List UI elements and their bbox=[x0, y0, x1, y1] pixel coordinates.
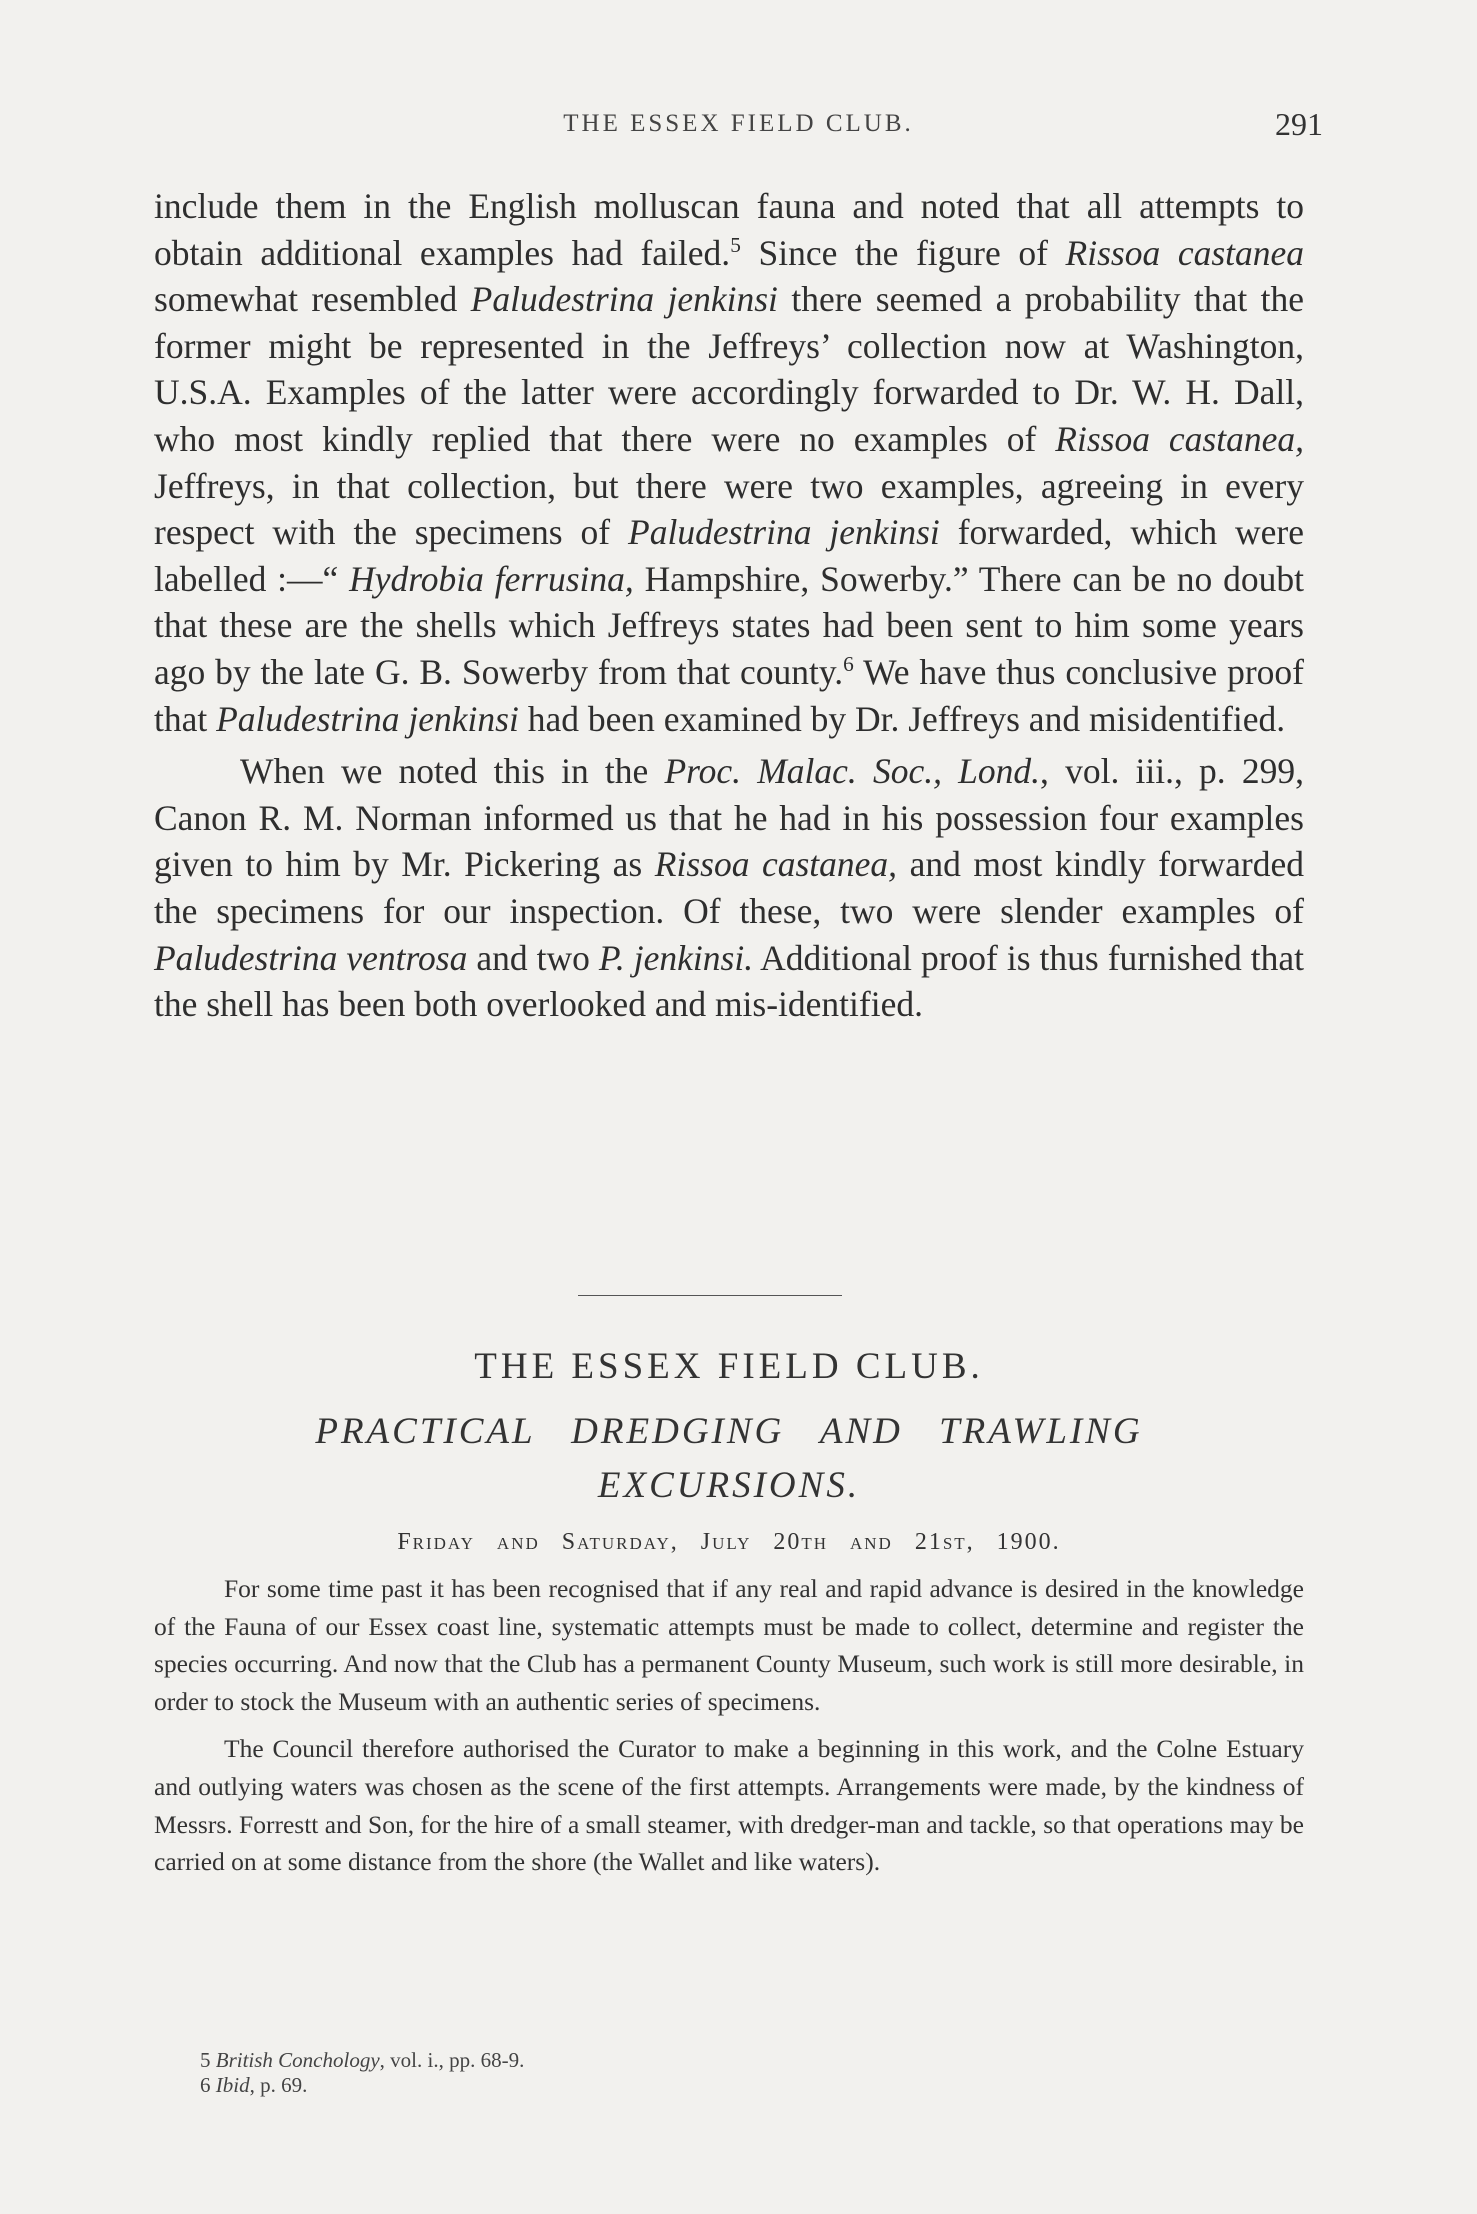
journal-title: Proc. Malac. Soc., Lond. bbox=[664, 751, 1041, 792]
species-name: Rissoa castanea, bbox=[1055, 418, 1304, 459]
text-run: When we noted this in the bbox=[240, 751, 665, 792]
text-run: Additional proof is thus furnished that the shell has been both overlooked and mis-identified. bbox=[154, 937, 1304, 1025]
book-title: British Conchology bbox=[215, 2048, 380, 2072]
section-title: THE ESSEX FIELD CLUB. bbox=[474, 1346, 984, 1387]
continued-paragraph bbox=[154, 183, 1304, 742]
section-divider bbox=[578, 1295, 842, 1296]
text-run: somewhat resembled bbox=[154, 279, 471, 320]
species-name: Paludestrina ventrosa bbox=[154, 937, 468, 978]
footnote-text: , vol. i., pp. 68-9. bbox=[379, 2048, 525, 2072]
subtitle-line: EXCURSIONS. bbox=[597, 1465, 861, 1506]
text-run: had been examined by Dr. Jeffreys and misidentified. bbox=[518, 698, 1286, 739]
excursion-paragraph: For some time past it has been recognised that if any real and rapid advance is desired in the knowledge of the Fauna of our Essex coast line, systematic attempts must be made to collect, determine and register the species occurring. And now that the Club has a permanent County Museum, such work is still more desirable, in order to stock the Museum with an authentic series of specimens. bbox=[154, 1574, 1304, 1716]
footnote-ref-6: 6 bbox=[843, 652, 854, 677]
page-header bbox=[154, 106, 1323, 150]
footnote-text: , p. 69. bbox=[249, 2073, 308, 2097]
footnote-number: 5 bbox=[200, 2048, 211, 2072]
footnote-number: 6 bbox=[200, 2073, 211, 2097]
text-run: Jeffreys, in that collection, but there were two examples, agreeing in every respect with the specimens of bbox=[154, 465, 1304, 553]
text-run: and two bbox=[467, 937, 599, 978]
footnotes bbox=[200, 2048, 1100, 2098]
text-run: and most kindly forwarded the specimens for our inspection. Of these, two were slender examples of bbox=[154, 844, 1305, 931]
excursion-paragraph: The Council therefore authorised the Curator to make a beginning in this work, and the Colne Estuary and outlying waters was chosen as the scene of the first attempts. Arrangements were made, by the kindness of Messrs. Forrestt and Son, for the hire of a small steamer, with dredger-man and tackle, so that operations may be carried on at some distance from the shore (the Wallet and like waters). bbox=[154, 1734, 1304, 1877]
species-name: Hydrobia ferrusina, bbox=[349, 558, 634, 599]
text-run: We have thus conclusive proof that bbox=[154, 651, 1304, 739]
text-run: Hampshire, Sowerby.” There can be no doubt that these are the shells which Jeffreys states had been sent to him some years ago by the late G. B. Sowerby from that county. bbox=[154, 558, 1305, 692]
text-run: forwarded, which were labelled :—“ bbox=[154, 512, 1304, 599]
excursion-text bbox=[154, 1570, 1304, 1881]
species-name: Paludestrina jenkinsi bbox=[628, 512, 940, 553]
species-name: Paludestrina jenkinsi bbox=[470, 279, 778, 320]
text-run: include them in the English molluscan fauna and noted that all attempts to obtain additional examples had failed. bbox=[154, 186, 1304, 273]
species-name: P. jenkinsi. bbox=[598, 937, 754, 978]
running-head: THE ESSEX FIELD CLUB. bbox=[563, 110, 914, 137]
species-name: Rissoa castanea bbox=[1065, 232, 1305, 273]
subtitle-line: PRACTICAL DREDGING AND TRAWLING bbox=[315, 1411, 1143, 1452]
main-text bbox=[154, 183, 1304, 1028]
species-name: Paludestrina jenkinsi bbox=[216, 698, 519, 739]
norman-paragraph bbox=[154, 748, 1304, 1028]
section-subtitle bbox=[154, 1405, 1304, 1513]
footnote-ref-5: 5 bbox=[730, 232, 741, 257]
page-number: 291 bbox=[1275, 106, 1323, 142]
text-run: Since the figure of bbox=[740, 232, 1066, 273]
footnote-6 bbox=[200, 2073, 1100, 2098]
footnote-5 bbox=[200, 2048, 1100, 2073]
text-run: , vol. iii., p. 299, Canon R. M. Norman informed us that he had in his possession four examples given to him by Mr. Pickering as bbox=[154, 751, 1304, 885]
text-run: there seemed a probability that the former might be represented in the Jeffreys’ collection now at Washington, U.S.A. Examples of the latter were accordingly forwarded to Dr. W. H. Dall, who most kindly replied that there were no examples of bbox=[154, 279, 1304, 459]
dateline: Friday and Saturday, July 20th and 21st, 1900. bbox=[397, 1529, 1061, 1555]
book-title: Ibid bbox=[215, 2073, 250, 2097]
species-name: Rissoa castanea, bbox=[654, 844, 898, 885]
